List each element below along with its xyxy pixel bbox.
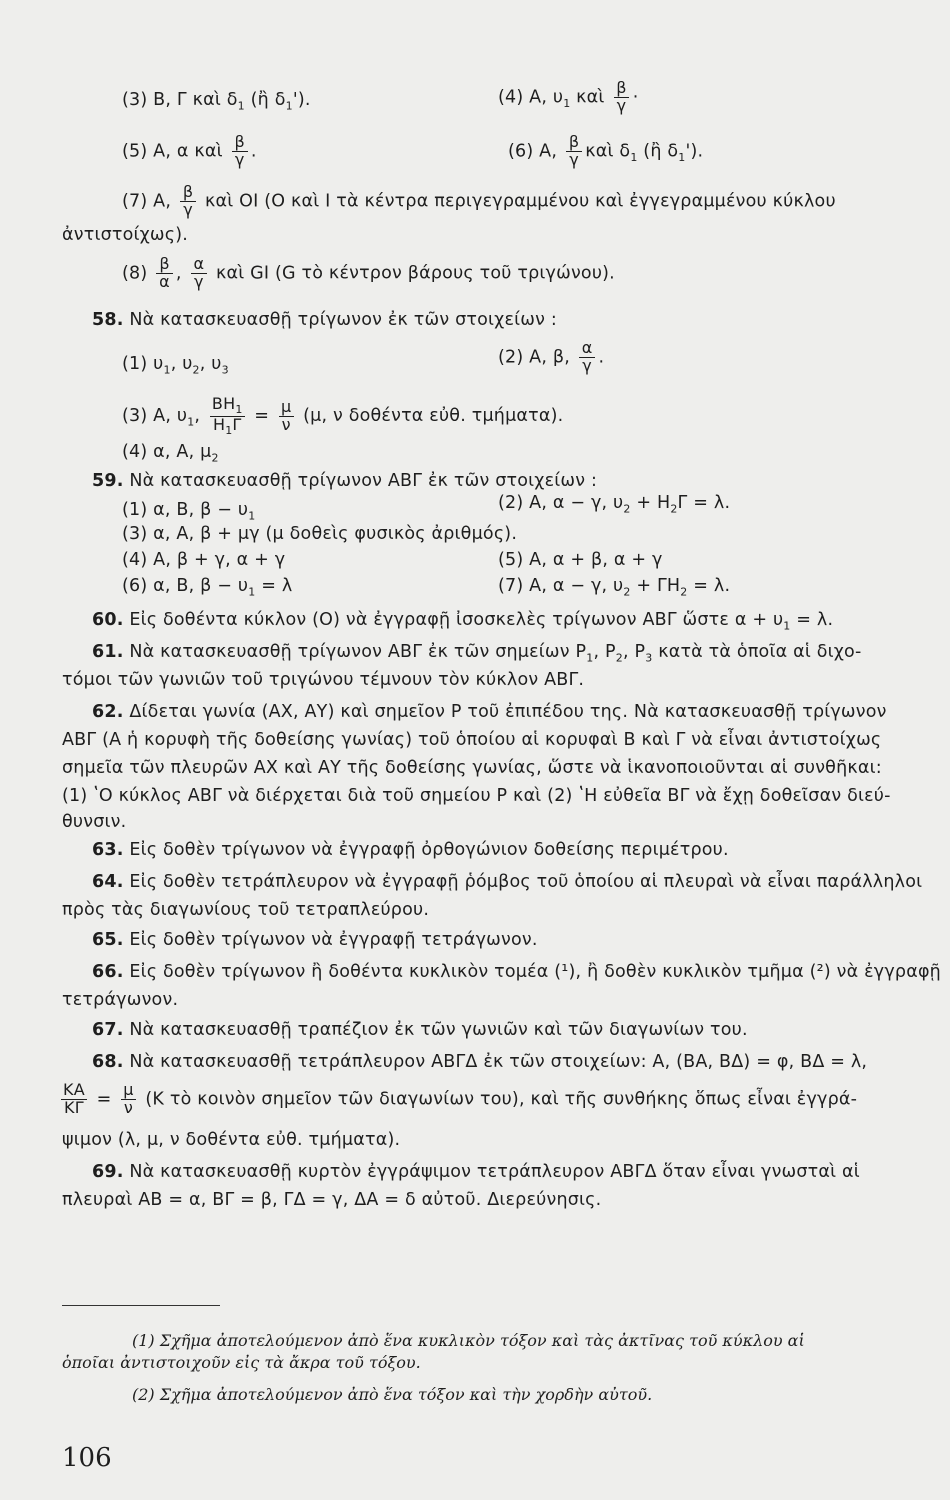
page-number: 106 [62, 1443, 112, 1473]
text-line: σημεῖα τῶν πλευρῶν ΑΧ καὶ ΑΥ τῆς δοθείσης γωνίας, ὥστε νὰ ἱκανοποιοῦνται αἱ συνθῆκαι: [62, 758, 882, 778]
text-line: (3) α, Α, β + μγ (μ δοθεὶς φυσικὸς ἀριθμός). [122, 524, 518, 544]
footnote-1-cont: ὁποῖαι ἀντιστοιχοῦν εἰς τὰ ἄκρα τοῦ τόξου. [62, 1353, 421, 1372]
text-line: (4) Α, β + γ, α + γ [122, 550, 286, 570]
fraction: $\frac{\beta}{\gamma}$ [180, 184, 196, 219]
text-line: τετράγωνον. [62, 990, 179, 1010]
problem-60: 60. Εἰς δοθέντα κύκλον (Ο) νὰ ἐγγραφῇ ἰσοσκελὲς τρίγωνον ΑΒΓ ὥστε $\alpha + \upsilon_1 = \lambda$. [92, 610, 834, 633]
text-line: (6) α, Β, $\beta - \upsilon_1 = \lambda$ [122, 576, 293, 599]
text-line: (1) α, Β, $\beta - \upsilon_1$ [122, 500, 256, 523]
text-line: ψιμον (λ, μ, ν δοθέντα εὐθ. τμήματα). [62, 1130, 401, 1150]
text-line: (2) Α, β, $\frac{\alpha}{\gamma}$ . [498, 338, 605, 375]
problem-66: 66. Εἰς δοθὲν τρίγωνον ἢ δοθέντα κυκλικὸν τομέα (¹), ἢ δοθὲν κυκλικὸν τμῆμα (²) νὰ ἐγγραφῇ [92, 962, 941, 982]
text-line: (8) $\frac{\beta}{\alpha}$ , $\frac{\alpha}{\gamma}$ καὶ GI (G τὸ κέντρον βάρους τοῦ τριγώνου). [122, 254, 615, 291]
fraction: $\frac{\beta}{\gamma}$ [566, 134, 582, 169]
text-line: πλευραὶ ΑΒ = α, ΒΓ = β, ΓΔ = γ, ΔΑ = δ αὐτοῦ. Διερεύνησις. [62, 1190, 602, 1210]
fraction: $\frac{\alpha}{\gamma}$ [190, 256, 207, 291]
footnote-2: (2) Σχῆμα ἀποτελούμενον ἀπὸ ἕνα τόξον καὶ τὴν χορδὴν αὐτοῦ. [132, 1385, 653, 1404]
fraction: $\frac{\alpha}{\gamma}$ [579, 340, 596, 375]
fraction: $\frac{\beta}{\gamma}$ [613, 80, 629, 115]
problem-67: 67. Νὰ κατασκευασθῇ τραπέζιον ἐκ τῶν γωνιῶν καὶ τῶν διαγωνίων του. [92, 1020, 748, 1040]
footnote-rule [62, 1305, 220, 1306]
problem-65: 65. Εἰς δοθὲν τρίγωνον νὰ ἐγγραφῇ τετράγωνον. [92, 930, 538, 950]
problem-61: 61. Νὰ κατασκευασθῇ τρίγωνον ΑΒΓ ἐκ τῶν σημείων $P_1$, $P_2$, $P_3$ κατὰ τὰ ὁποῖα αἱ διχο- [92, 642, 862, 665]
text-line: (7) Α, α − γ, $\upsilon_2 + \Gamma H_2 = \lambda$. [498, 576, 731, 599]
problem-63: 63. Εἰς δοθὲν τρίγωνον νὰ ἐγγραφῇ ὀρθογώνιον δοθείσης περιμέτρου. [92, 840, 729, 860]
text-line: (4) Α, $\upsilon_1$ καὶ $\frac{\beta}{\gamma}$ · [498, 78, 639, 115]
problem-62: 62. Δίδεται γωνία (ΑΧ, ΑΥ) καὶ σημεῖον Ρ τοῦ ἐπιπέδου της. Νὰ κατασκευασθῇ τρίγωνον [92, 702, 887, 722]
text-line: (7) Α, $\frac{\beta}{\gamma}$ καὶ ΟΙ (Ο καὶ Ι τὰ κέντρα περιγεγραμμένου καὶ ἐγγεγραμμένου κύκλου [122, 182, 836, 219]
text-line: θυνσιν. [62, 812, 127, 832]
fraction: $\frac{\beta}{\alpha}$ [156, 256, 173, 291]
text-line: πρὸς τὰς διαγωνίους τοῦ τετραπλεύρου. [62, 900, 430, 920]
text-line: ἀντιστοίχως). [62, 225, 189, 245]
footnote-1: (1) Σχῆμα ἀποτελούμενον ἀπὸ ἕνα κυκλικὸν τόξον καὶ τὰς ἀκτῖνας τοῦ κύκλου αἱ [132, 1331, 805, 1350]
text-line: ΑΒΓ (Α ἡ κορυφὴ τῆς δοθείσης γωνίας) τοῦ ὁποίου αἱ κορυφαὶ Β καὶ Γ νὰ εἶναι ἀντιστοίχως [62, 730, 882, 750]
problem-59: 59. Νὰ κατασκευασθῇ τρίγωνον ΑΒΓ ἐκ τῶν στοιχείων : [92, 471, 598, 491]
text-line: (2) Α, α − γ, $\upsilon_2 + H_2\Gamma = \lambda$. [498, 493, 731, 516]
fraction: $\frac{\mu}{\nu}$ [278, 399, 294, 434]
problem-68: 68. Νὰ κατασκευασθῇ τετράπλευρον ΑΒΓΔ ἐκ τῶν στοιχείων: Α, (ΒΑ, ΒΔ) = φ, ΒΔ = λ, [92, 1052, 868, 1072]
problem-69: 69. Νὰ κατασκευασθῇ κυρτὸν ἐγγράψιμον τετράπλευρον ΑΒΓΔ ὅταν εἶναι γνωσταὶ αἱ [92, 1162, 860, 1182]
text-line: (3) Β, Γ καὶ $\delta_1$ (ἢ $\delta_1'$). [122, 90, 311, 113]
fraction: $\frac{BH_1}{H_1\Gamma}$ [211, 394, 243, 437]
fraction: $\frac{\mu}{\nu}$ [120, 1082, 136, 1117]
fraction: $\frac{\beta}{\gamma}$ [231, 134, 247, 169]
text-line: (3) Α, $\upsilon_1$, $\frac{BH_1}{H_1\Gamma}$ = $\frac{\mu}{\nu}$ (μ, ν δοθέντα εὐθ. τμήματα). [122, 394, 564, 437]
text-line: τόμοι τῶν γωνιῶν τοῦ τριγώνου τέμνουν τὸν κύκλον ΑΒΓ. [62, 670, 585, 690]
text-line: $\frac{KA}{K\Gamma}$ = $\frac{\mu}{\nu}$ (Κ τὸ κοινὸν σημεῖον τῶν διαγωνίων του), καὶ τῆς συνθήκης ὅπως εἶναι ἐγγρά- [60, 1082, 857, 1117]
text-line: (5) Α, α + β, α + γ [498, 550, 663, 570]
problem-58: 58. Νὰ κατασκευασθῇ τρίγωνον ἐκ τῶν στοιχείων : [92, 310, 557, 330]
text-line: (1) ʽΟ κύκλος ΑΒΓ νὰ διέρχεται διὰ τοῦ σημείου Ρ καὶ (2) ʽΗ εὐθεῖα ΒΓ νὰ ἔχῃ δοθεῖσαν διεύ- [62, 786, 891, 806]
text-line: (5) Α, α καὶ $\frac{\beta}{\gamma}$ . [122, 132, 257, 169]
text-line: (4) α, Α, $\mu_2$ [122, 442, 219, 465]
text-line: (1) $\upsilon_1$, $\upsilon_2$, $\upsilon_3$ [122, 354, 229, 377]
problem-64: 64. Εἰς δοθὲν τετράπλευρον νὰ ἐγγραφῇ ῥόμβος τοῦ ὁποίου αἱ πλευραὶ νὰ εἶναι παράλληλοι [92, 872, 923, 892]
fraction: $\frac{KA}{K\Gamma}$ [63, 1080, 85, 1117]
text-line: (6) Α, $\frac{\beta}{\gamma}$ καὶ $\delta_1$ (ἢ $\delta_1'$). [508, 132, 704, 169]
